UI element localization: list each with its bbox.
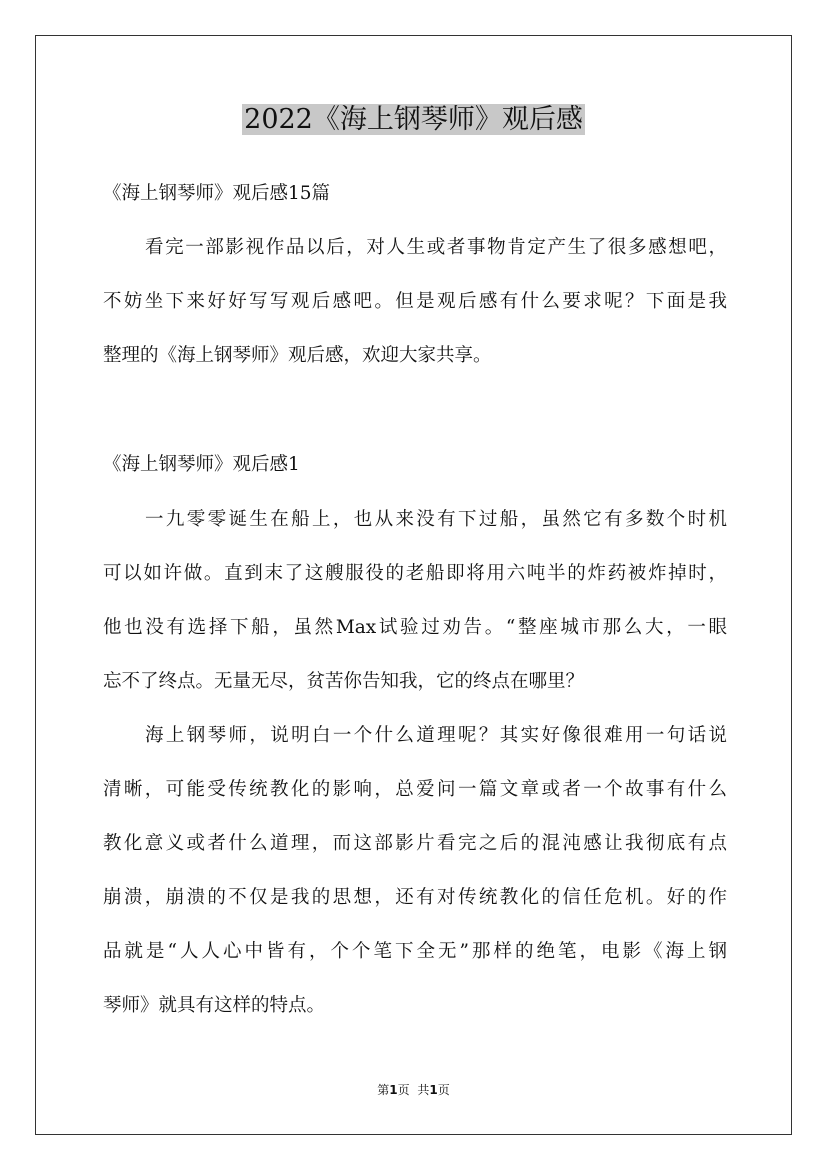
total-number: 1 (429, 1083, 438, 1097)
total-suffix: 页 (437, 1083, 450, 1097)
paragraph-line: 海上钢琴师，说明白一个什么道理呢？其实好像很难用一句话说 (145, 725, 727, 746)
page-suffix: 页 (397, 1083, 410, 1097)
paragraph-line: 清晰，可能受传统教化的影响，总爱问一篇文章或者一个故事有什么 (103, 779, 727, 800)
intro-line: 看完一部影视作品以后，对人生或者事物肯定产生了很多感想吧， (145, 237, 727, 258)
paragraph-line: 琴师》就具有这样的特点。 (103, 995, 326, 1016)
document-title-text: 2022《海上钢琴师》观后感 (244, 104, 583, 135)
paragraph-line: 他也没有选择下船，虽然Max试验过劝告。“整座城市那么大，一眼 (103, 617, 727, 638)
paragraph-line: 教化意义或者什么道理，而这部影片看完之后的混沌感让我彻底有点 (103, 833, 727, 854)
paragraph-line: 忘不了终点。无量无尽，贫苦你告知我，它的终点在哪里？ (103, 671, 585, 692)
intro-line: 整理的《海上钢琴师》观后感，欢迎大家共享。 (103, 345, 492, 366)
paragraph-line: 一九零零诞生在船上，也从来没有下过船，虽然它有多数个时机 (145, 509, 727, 530)
total-prefix: 共 (417, 1083, 430, 1097)
paragraph-line: 品就是“人人心中皆有，个个笔下全无”那样的绝笔，电影《海上钢 (103, 941, 727, 962)
document-title (0, 98, 827, 142)
page-prefix: 第 (377, 1083, 390, 1097)
paragraph-line: 崩溃，崩溃的不仅是我的思想，还有对传统教化的信任危机。好的作 (103, 887, 727, 908)
section-heading: 《海上钢琴师》观后感1 (103, 454, 300, 475)
intro-line: 不妨坐下来好好写写观后感吧。但是观后感有什么要求呢？下面是我 (103, 291, 727, 312)
paragraph-line: 可以如许做。直到末了这艘服役的老船即将用六吨半的炸药被炸掉时， (103, 563, 727, 584)
document-subtitle: 《海上钢琴师》观后感15篇 (103, 183, 331, 204)
page-footer (0, 1082, 827, 1098)
page-number: 1 (389, 1083, 398, 1097)
